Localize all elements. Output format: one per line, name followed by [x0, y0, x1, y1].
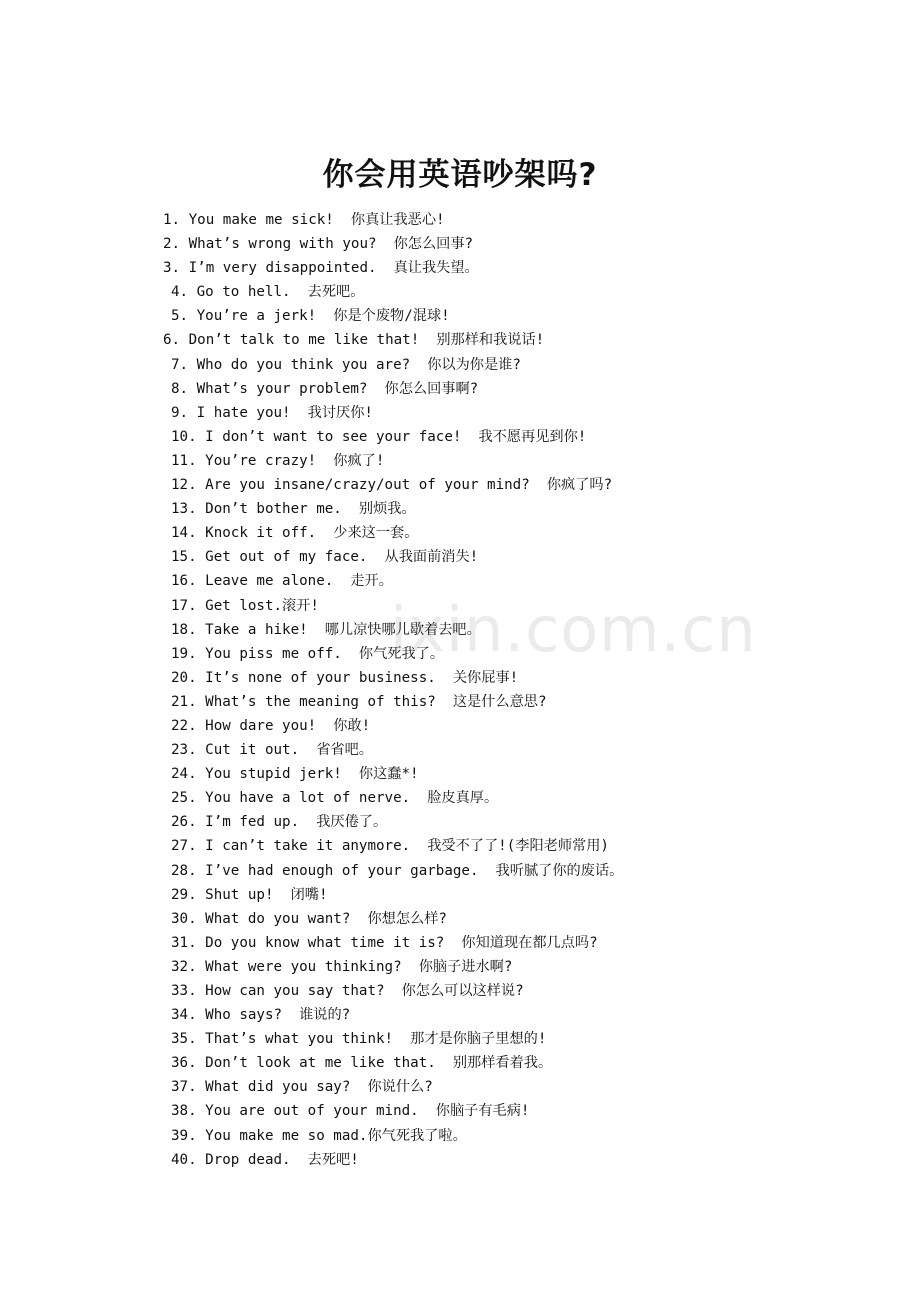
phrase-item [0, 401, 623, 425]
phrase-list [0, 208, 623, 1172]
phrase-text: 6. Don’t talk to me like that! 别那样和我说话! [163, 332, 545, 349]
phrase-item [0, 353, 623, 377]
phrase-text: 31. Do you know what time it is? 你知道现在都几点吗? [171, 934, 598, 951]
phrase-text: 30. What do you want? 你想怎么样? [171, 910, 447, 927]
phrase-item [0, 931, 623, 955]
phrase-item [0, 642, 623, 666]
phrase-item [0, 690, 623, 714]
phrase-text: 25. You have a lot of nerve. 脸皮真厚。 [171, 790, 499, 807]
phrase-text: 11. You’re crazy! 你疯了! [171, 452, 385, 469]
page-title: 你会用英语吵架吗? [322, 156, 598, 193]
phrase-item [0, 377, 623, 401]
phrase-text: 26. I’m fed up. 我厌倦了。 [171, 814, 388, 831]
phrase-item [0, 979, 623, 1003]
phrase-text: 28. I’ve had enough of your garbage. 我听腻了你的废话。 [171, 862, 624, 879]
phrase-item [0, 304, 623, 328]
phrase-item [0, 1099, 623, 1123]
phrase-text: 5. You’re a jerk! 你是个废物/混球! [171, 308, 450, 325]
phrase-item [0, 449, 623, 473]
phrase-text: 39. You make me so mad.你气死我了啦。 [171, 1127, 467, 1144]
phrase-item [0, 834, 623, 858]
phrase-text: 40. Drop dead. 去死吧! [171, 1151, 359, 1168]
phrase-item [0, 280, 623, 304]
phrase-item [0, 1148, 623, 1172]
phrase-text: 22. How dare you! 你敢! [171, 717, 371, 734]
phrase-text: 12. Are you insane/crazy/out of your mind? 你疯了吗? [171, 477, 613, 494]
phrase-text: 33. How can you say that? 你怎么可以这样说? [171, 983, 524, 999]
phrase-text: 27. I can’t take it anymore. 我受不了了!(李阳老师常用) [171, 838, 609, 855]
phrase-item [0, 786, 623, 810]
phrase-text: 23. Cut it out. 省省吧。 [171, 742, 373, 759]
phrase-item [0, 1003, 623, 1027]
phrase-text: 17. Get lost.滚开! [171, 597, 319, 614]
phrase-item [0, 1051, 623, 1075]
phrase-text: 24. You stupid jerk! 你这蠢*! [171, 766, 419, 783]
phrase-text: 4. Go to hell. 去死吧。 [171, 284, 365, 301]
phrase-item [0, 1124, 623, 1148]
phrase-text: 1. You make me sick! 你真让我恶心! [163, 212, 445, 228]
phrase-item [0, 1027, 623, 1051]
phrase-item [0, 810, 623, 834]
phrase-item [0, 473, 623, 497]
phrase-item [0, 497, 623, 521]
phrase-item [0, 955, 623, 979]
phrase-item [0, 521, 623, 545]
phrase-text: 10. I don’t want to see your face! 我不愿再见到你! [171, 428, 587, 445]
phrase-item [0, 859, 623, 883]
phrase-text: 16. Leave me alone. 走开。 [171, 573, 393, 590]
phrase-item [0, 569, 623, 593]
phrase-text: 36. Don’t look at me like that. 别那样看着我。 [171, 1055, 553, 1072]
phrase-item [0, 256, 623, 280]
phrase-item [0, 618, 623, 642]
phrase-item [0, 594, 623, 618]
phrase-text: 20. It’s none of your business. 关你屁事! [171, 669, 519, 686]
phrase-text: 19. You piss me off. 你气死我了。 [171, 645, 445, 662]
phrase-text: 29. Shut up! 闭嘴! [171, 886, 328, 903]
phrase-item [0, 328, 623, 352]
phrase-text: 8. What’s your problem? 你怎么回事啊? [171, 380, 479, 397]
phrase-text: 35. That’s what you think! 那才是你脑子里想的! [171, 1031, 547, 1048]
phrase-text: 32. What were you thinking? 你脑子进水啊? [171, 958, 513, 975]
phrase-item [0, 738, 623, 762]
phrase-item [0, 232, 623, 256]
phrase-item [0, 208, 623, 232]
phrase-text: 7. Who do you think you are? 你以为你是谁? [171, 356, 521, 373]
phrase-item [0, 1075, 623, 1099]
phrase-text: 21. What’s the meaning of this? 这是什么意思? [171, 693, 547, 710]
phrase-text: 9. I hate you! 我讨厌你! [171, 404, 373, 421]
phrase-item [0, 762, 623, 786]
phrase-text: 34. Who says? 谁说的? [171, 1007, 351, 1024]
phrase-text: 2. What’s wrong with you? 你怎么回事? [163, 236, 474, 253]
phrase-text: 14. Knock it off. 少来这一套。 [171, 525, 419, 542]
phrase-item [0, 545, 623, 569]
phrase-item [0, 425, 623, 449]
phrase-text: 18. Take a hike! 哪儿凉快哪儿歇着去吧。 [171, 621, 481, 638]
phrase-item [0, 883, 623, 907]
watermark: ixin.com.cn [390, 593, 757, 666]
phrase-text: 13. Don’t bother me. 别烦我。 [171, 501, 416, 518]
phrase-text: 37. What did you say? 你说什么? [171, 1079, 433, 1096]
phrase-item [0, 907, 623, 931]
phrase-item [0, 714, 623, 738]
phrase-text: 38. You are out of your mind. 你脑子有毛病! [171, 1103, 530, 1120]
phrase-text: 3. I’m very disappointed. 真让我失望。 [163, 260, 479, 277]
phrase-text: 15. Get out of my face. 从我面前消失! [171, 549, 479, 566]
phrase-item [0, 666, 623, 690]
